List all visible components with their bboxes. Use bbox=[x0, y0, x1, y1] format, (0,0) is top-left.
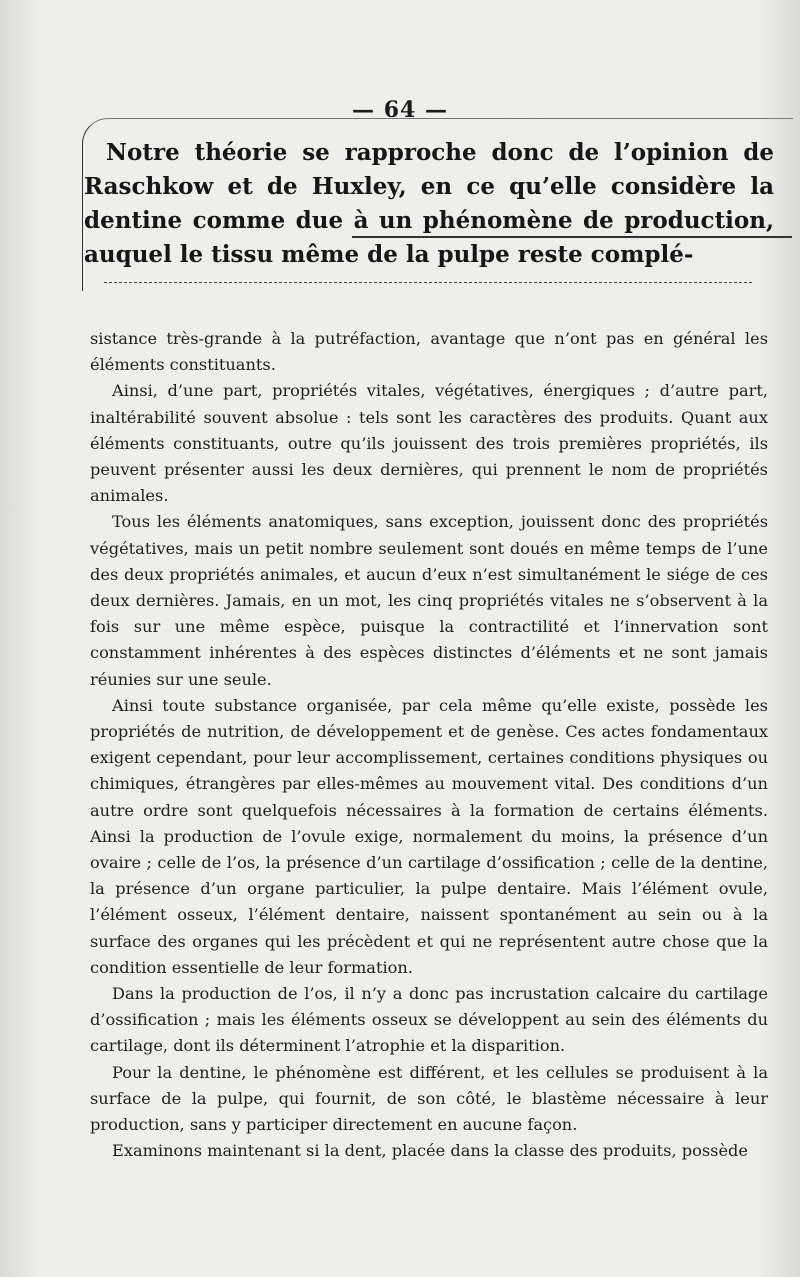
paragraph: Ainsi, d’une part, propriétés vitales, végétatives, énergiques ; d’autre part, inaltérabilité souvent absolue : tels sont les caractères des produits. Quant aux éléments constituants, outre qu’ils jouissent des trois premières propriétés, ils peuvent présenter aussi les deux dernières, qui prennent le nom de propriétés animales. bbox=[90, 381, 768, 506]
page-number: — 64 — bbox=[352, 97, 448, 123]
slip-underline bbox=[352, 236, 792, 238]
paragraph: Dans la production de l’os, il n’y a donc pas incrustation calcaire du cartilage d’ossification ; mais les éléments osseux se développent au sein des éléments du cartilage, dont ils déterminent l’atrophie et la disparition. bbox=[90, 984, 768, 1056]
body-text bbox=[90, 326, 768, 1165]
correction-slip-text bbox=[84, 136, 774, 272]
paragraph: Tous les éléments anatomiques, sans exception, jouissent donc des propriétés végétatives, mais un petit nombre seulement sont doués en même temps de l’une des deux propriétés animales, et aucun d’eux n’est simultanément le siége de ces deux dernières. Jamais, en un mot, les cinq propriétés vitales ne s’observent à la fois sur une même espèce, puisque la contractilité et l’innervation sont constamment inhérentes à des espèces distinctes d’éléments et ne sont jamais réunies sur une seule. bbox=[90, 512, 768, 689]
paragraph-continuation: sistance très-grande à la putréfaction, avantage que n’ont pas en général les éléments constituants. bbox=[90, 329, 768, 375]
slip-paragraph: Notre théorie se rapproche donc de l’opinion de Raschkow et de Huxley, en ce qu’elle considère la dentine comme due à un phénomène de production, auquel le tissu même de la pulpe reste complé- bbox=[84, 139, 774, 268]
dashed-separator bbox=[104, 282, 752, 283]
paragraph: Ainsi toute substance organisée, par cela même qu’elle existe, possède les propriétés de nutrition, de développement et de genèse. Ces actes fondamentaux exigent cependant, pour leur accomplissement, certaines conditions physiques ou chimiques, étrangères par elles-mêmes au mouvement vital. Des conditions d’un autre ordre sont quelquefois nécessaires à la formation de certains éléments. Ainsi la production de l’ovule exige, normalement du moins, la présence d’un ovaire ; celle de l’os, la présence d’un cartilage d’ossification ; celle de la dentine, la présence d’un organe particulier, la pulpe dentaire. Mais l’élément ovule, l’élément osseux, l’élément dentaire, naissent spontanément au sein ou à la surface des organes qui les précèdent et qui ne représentent autre chose que la condition essentielle de leur formation. bbox=[90, 695, 768, 977]
paragraph: Examinons maintenant si la dent, placée dans la classe des produits, possède bbox=[112, 1141, 748, 1161]
paragraph: Pour la dentine, le phénomène est différent, et les cellules se produisent à la surface de la pulpe, qui fournit, de son côté, le blastème nécessaire à leur production, sans y participer directement en aucune façon. bbox=[90, 1062, 768, 1135]
